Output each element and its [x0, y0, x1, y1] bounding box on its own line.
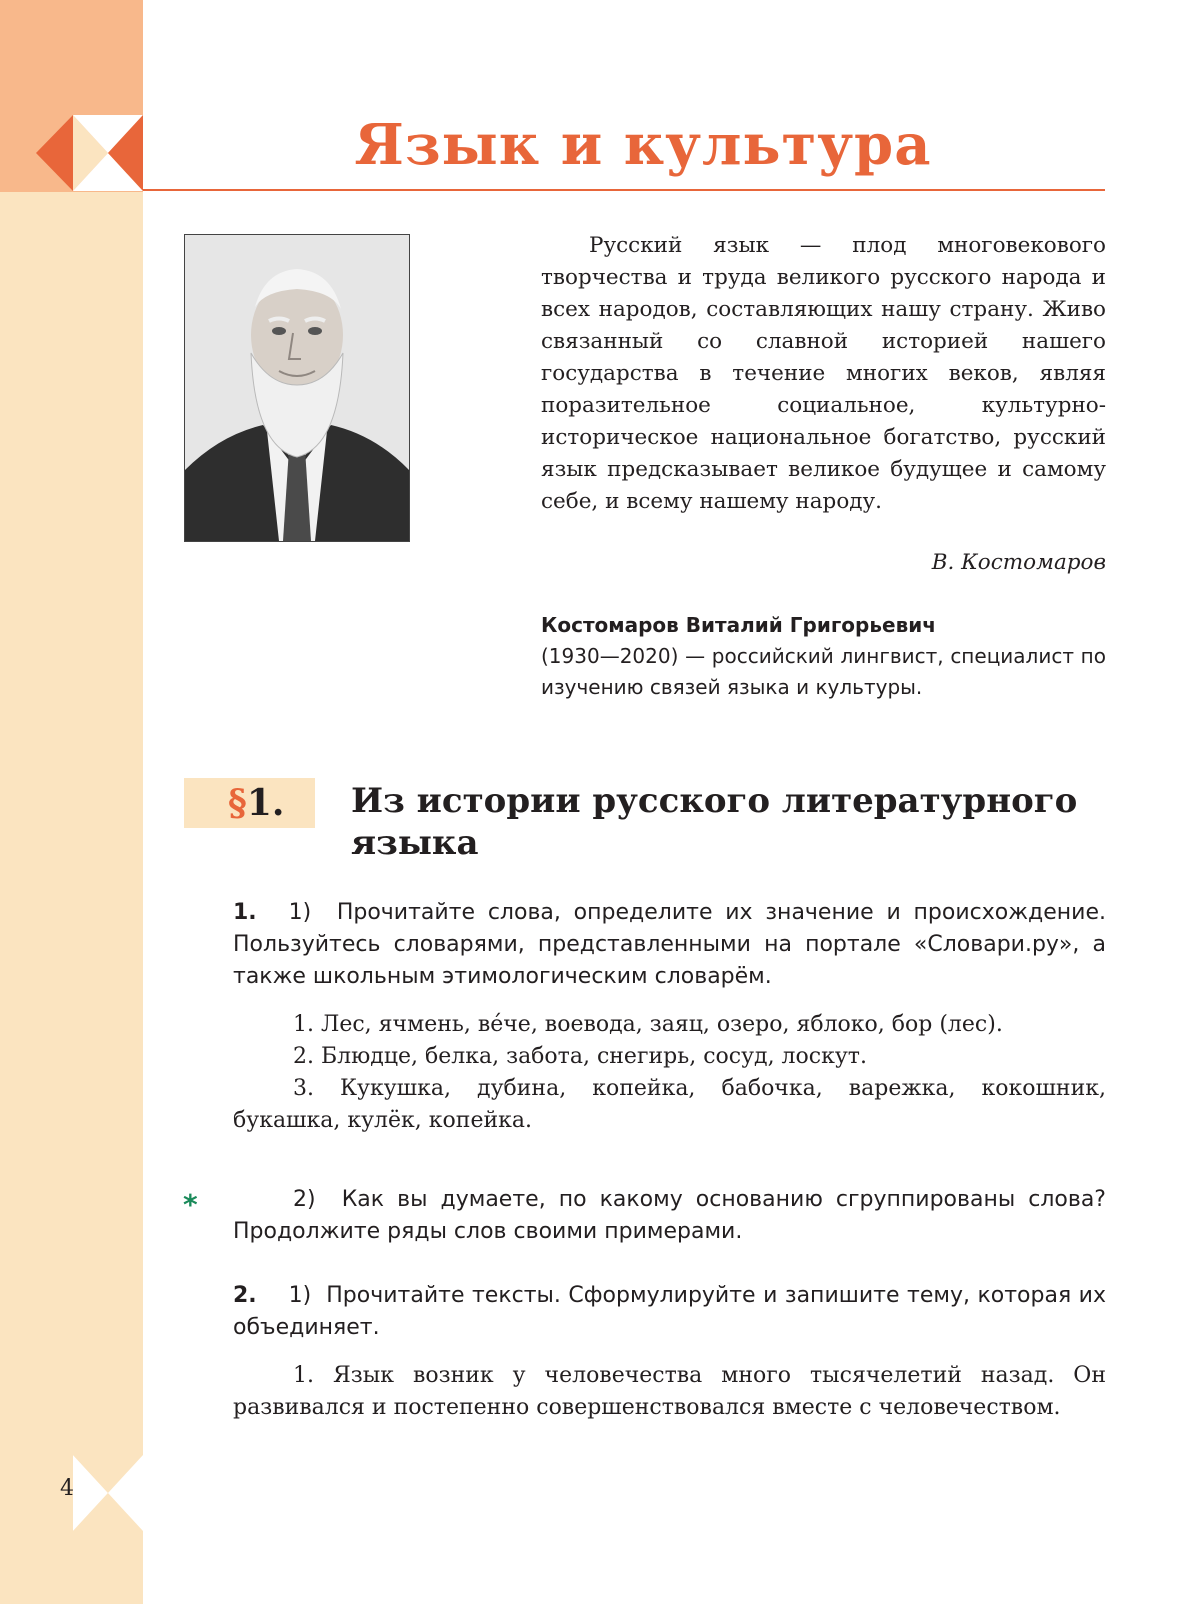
exercise-1-part-1-number: 1)	[288, 900, 312, 925]
word-group-1: 1. Лес, ячмень, ве́че, воевода, заяц, озеро, яблоко, бор (лес).	[293, 1012, 1003, 1037]
author-bio	[541, 610, 1106, 703]
word-group-3: 3. Кукушка, дубина, копейка, бабочка, варежка, кокошник, букашка, кулёк, копейка.	[233, 1076, 1106, 1133]
diamond-ornament-icon	[36, 115, 143, 191]
author-portrait	[184, 234, 410, 542]
exercise-1-word-groups	[233, 1009, 1106, 1137]
page-margin-strip	[0, 0, 143, 1604]
word-group-2: 2. Блюдце, белка, забота, снегирь, сосуд, лоскут.	[293, 1044, 867, 1069]
exercise-1-number: 1.	[233, 900, 257, 925]
title-rule	[143, 189, 1105, 191]
bio-text: (1930—2020) — российский лингвист, специалист по изучению связей языка и культуры.	[541, 644, 1106, 699]
exercise-1-part-2-text: Как вы думаете, по какому основанию сгруппированы слова? Продолжите ряды слов своими примерами.	[233, 1187, 1106, 1244]
exercise-1-task-1	[233, 897, 1106, 993]
section-number	[228, 778, 284, 828]
bio-name: Костомаров Виталий Григорьевич	[541, 613, 936, 637]
exercise-2-part-1-number: 1)	[288, 1283, 312, 1308]
advanced-task-star-icon: *	[183, 1188, 198, 1221]
epigraph-author: В. Костомаров	[931, 550, 1106, 575]
exercise-1-task-2	[233, 1184, 1106, 1248]
section-title: Из истории русского литературного языка	[351, 781, 1078, 863]
exercise-2-part-1-text: Прочитайте тексты. Сформулируйте и запишите тему, которая их объединяет.	[233, 1283, 1106, 1340]
exercise-2-texts	[233, 1360, 1106, 1424]
exercise-2-text-1: 1. Язык возник у человечества много тысячелетий назад. Он развивался и постепенно совершенствовался вместе с человечеством.	[233, 1363, 1106, 1420]
exercise-2-number: 2.	[233, 1283, 257, 1308]
page-number-ornament-icon	[36, 1455, 143, 1531]
exercise-1-part-2-number: 2)	[293, 1187, 316, 1212]
exercise-1-part-1-text: Прочитайте слова, определите их значение и происхождение. Пользуйтесь словарями, представленными на портале «Словари.ру», а также школьным этимологическим словарём.	[233, 900, 1106, 989]
epigraph-text: Русский язык — плод многовекового творчества и труда великого русского народа и всех народов, составляющих нашу страну. Живо связанный со славной историей нашего государства в течение многих веков, являя поразительное социальное, культурно-историческое национальное богатство, русский язык предсказывает великое будущее и самому себе, и всему нашему народу.	[541, 233, 1106, 514]
paragraph-sign-icon: §	[228, 782, 247, 824]
section-number-value: 1.	[246, 782, 285, 824]
exercise-2-task-1	[233, 1280, 1106, 1344]
page-number: 4	[60, 1476, 74, 1501]
chapter-title: Язык и культура	[354, 112, 932, 178]
